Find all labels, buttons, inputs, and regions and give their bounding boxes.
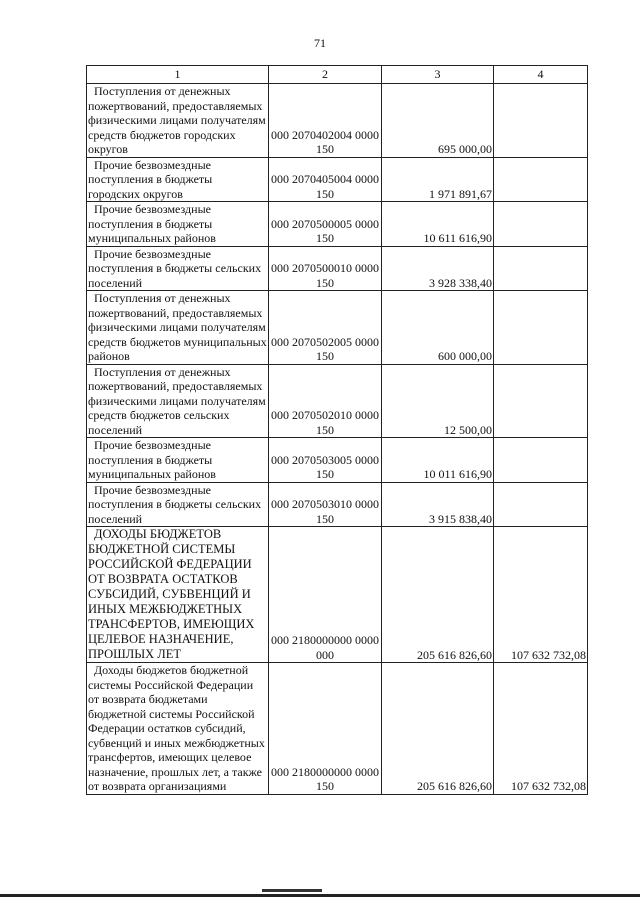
column-header-3: 3 [382, 66, 494, 84]
amount-column-4 [494, 246, 588, 291]
table-row [87, 438, 588, 483]
column-header-4: 4 [494, 66, 588, 84]
revenue-code: 000 2070503005 0000 150 [269, 438, 382, 483]
revenue-code: 000 2070503010 0000 150 [269, 482, 382, 527]
revenue-code: 000 2070405004 0000 150 [269, 157, 382, 202]
table-row [87, 291, 588, 365]
amount-column-3: 10 011 616,90 [382, 438, 494, 483]
table-row [87, 482, 588, 527]
revenue-name: Прочие безвозмездные поступления в бюджеты муниципальных районов [88, 438, 216, 481]
amount-column-4 [494, 364, 588, 438]
amount-column-3: 1 971 891,67 [382, 157, 494, 202]
amount-column-3: 12 500,00 [382, 364, 494, 438]
page-number: 71 [314, 36, 326, 50]
revenue-name-cell [87, 246, 269, 291]
revenue-name: Поступления от денежных пожертвований, предоставляемых физическими лицами получателям средств бюджетов муниципальных районов [88, 291, 267, 363]
amount-column-3: 3 928 338,40 [382, 246, 494, 291]
revenue-name-cell [87, 202, 269, 247]
table-row [87, 84, 588, 158]
revenue-name-cell [87, 438, 269, 483]
revenue-name: Поступления от денежных пожертвований, предоставляемых физическими лицами получателям средств бюджетов сельских поселений [88, 364, 266, 437]
amount-column-3: 205 616 826,60 [382, 663, 494, 795]
amount-column-4 [494, 202, 588, 247]
revenue-name: Прочие безвозмездные поступления в бюджеты сельских поселений [88, 246, 262, 290]
revenue-name: Прочие безвозмездные поступления в бюджеты городских округов [88, 157, 213, 201]
amount-column-3: 3 915 838,40 [382, 482, 494, 527]
revenue-name-cell [87, 527, 269, 663]
revenue-name: Поступления от денежных пожертвований, предоставляемых физическими лицами получателям средств бюджетов городских округов [88, 84, 266, 156]
page-bottom-border [0, 894, 640, 897]
revenue-name: Прочие безвозмездные поступления в бюджеты муниципальных районов [88, 202, 216, 245]
amount-column-4 [494, 157, 588, 202]
table-row [87, 202, 588, 247]
revenue-name-cell [87, 157, 269, 202]
table-row [87, 157, 588, 202]
revenue-name-cell [87, 663, 269, 795]
amount-column-3: 695 000,00 [382, 84, 494, 158]
amount-column-4 [494, 84, 588, 158]
table-row [87, 527, 588, 663]
amount-column-4: 107 632 732,08 [494, 527, 588, 663]
revenue-code: 000 2180000000 0000 150 [269, 663, 382, 795]
amount-column-3: 10 611 616,90 [382, 202, 494, 247]
amount-column-4 [494, 291, 588, 365]
revenue-code: 000 2070500010 0000 150 [269, 246, 382, 291]
table-row [87, 246, 588, 291]
revenue-name-cell [87, 482, 269, 527]
revenue-name: Прочие безвозмездные поступления в бюджеты сельских поселений [88, 482, 262, 526]
revenue-name-cell [87, 84, 269, 158]
amount-column-4 [494, 438, 588, 483]
amount-column-3: 600 000,00 [382, 291, 494, 365]
table-header-row [87, 66, 588, 84]
revenue-code: 000 2070402004 0000 150 [269, 84, 382, 158]
column-header-1: 1 [87, 66, 269, 84]
revenue-name-cell [87, 291, 269, 365]
revenue-name: Доходы бюджетов бюджетной системы Российской Федерации от возврата бюджетами бюджетной системы Российской Федерации остатков субсидий, субвенций и иных межбюджетных трансфертов, имеющих целевое назначение, прошлых лет, а также от возврата организациями [88, 663, 265, 793]
amount-column-3: 205 616 826,60 [382, 527, 494, 663]
revenue-code: 000 2070500005 0000 150 [269, 202, 382, 247]
revenue-code: 000 2180000000 0000 000 [269, 527, 382, 663]
amount-column-4: 107 632 732,08 [494, 663, 588, 795]
budget-revenue-table [86, 65, 588, 795]
table-row [87, 364, 588, 438]
revenue-name: ДОХОДЫ БЮДЖЕТОВ БЮДЖЕТНОЙ СИСТЕМЫ РОССИЙСКОЙ ФЕДЕРАЦИИ ОТ ВОЗВРАТА ОСТАТКОВ СУБСИДИЙ, СУБВЕНЦИЙ И ИНЫХ МЕЖБЮДЖЕТНЫХ ТРАНСФЕРТОВ, ИМЕЮЩИХ ЦЕЛЕВОЕ НАЗНАЧЕНИЕ, ПРОШЛЫХ ЛЕТ [88, 527, 255, 661]
revenue-name-cell [87, 364, 269, 438]
column-header-2: 2 [269, 66, 382, 84]
revenue-code: 000 2070502010 0000 150 [269, 364, 382, 438]
table-row [87, 663, 588, 795]
amount-column-4 [494, 482, 588, 527]
revenue-code: 000 2070502005 0000 150 [269, 291, 382, 365]
scan-edge-mark [262, 889, 322, 892]
